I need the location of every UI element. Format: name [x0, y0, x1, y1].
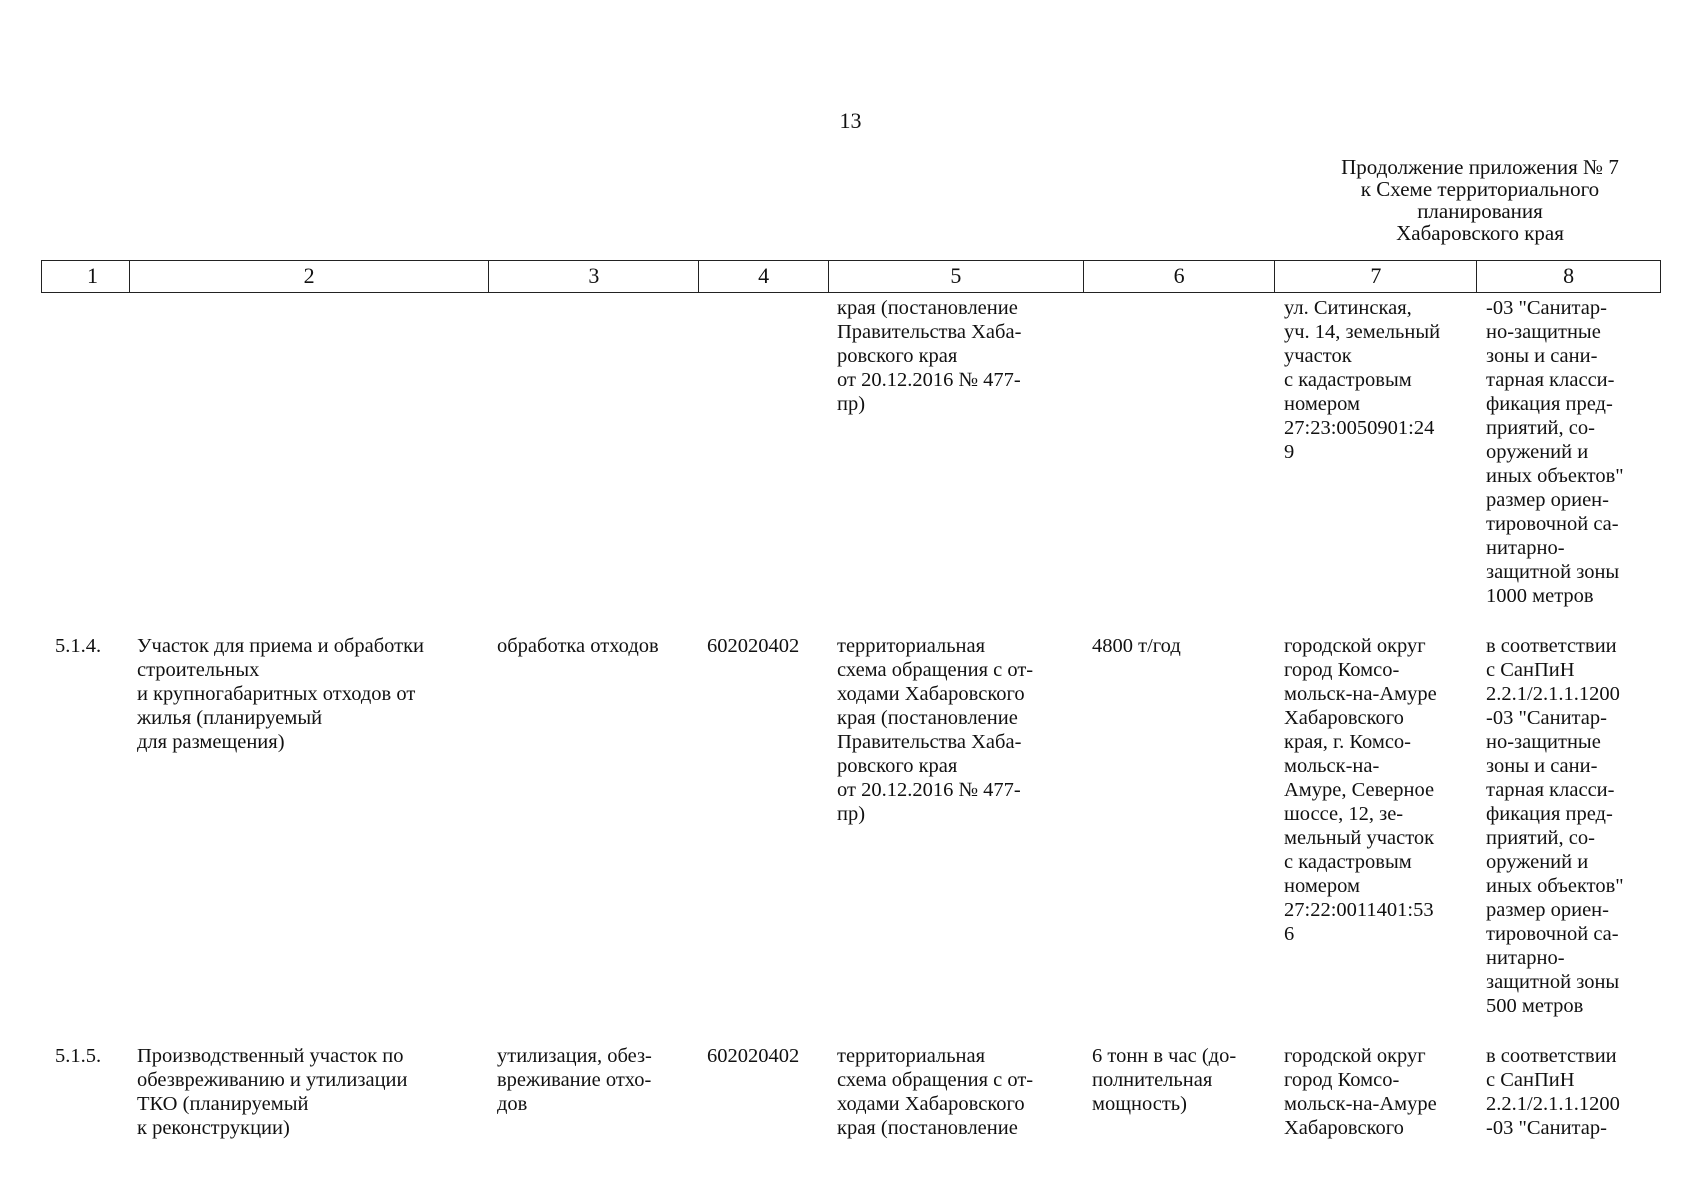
cell-text-line: 5.1.4.	[55, 635, 102, 657]
cell-text-line: 6	[1284, 923, 1295, 945]
cell-text-line: схема обращения с от-	[837, 1069, 1034, 1091]
cell-text-line: тарная класси-	[1486, 369, 1615, 391]
cell-text-line: фикация пред-	[1486, 393, 1613, 415]
cell-text-line: от 20.12.2016 № 477-	[837, 779, 1021, 801]
cell-text-line: с кадастровым	[1284, 369, 1412, 391]
column-header-5: 5	[829, 261, 1084, 292]
cell-text-line: 602020402	[707, 635, 800, 657]
object-name-cell	[129, 634, 489, 1018]
purpose-cell	[489, 1044, 699, 1140]
cell-text-line: Участок для приема и обработки	[137, 635, 425, 657]
cell-text-line: 500 метров	[1486, 995, 1584, 1017]
cell-text-line: размер ориен-	[1486, 489, 1609, 511]
cell-text-line: с кадастровым	[1284, 851, 1412, 873]
appendix-note-line: планирования	[1417, 199, 1543, 223]
cell-text-line: для размещения)	[137, 731, 285, 753]
page-number: 13	[839, 108, 862, 133]
cell-text-line: участок	[1284, 345, 1352, 367]
cell-text-line: ходами Хабаровского	[837, 683, 1025, 705]
row-number-cell	[41, 296, 129, 608]
cell-text-line: защитной зоны	[1486, 561, 1620, 583]
cell-text-line: шоссе, 12, зе-	[1284, 803, 1404, 825]
appendix-note	[1300, 156, 1660, 244]
column-header-3: 3	[489, 261, 699, 292]
zone-cell	[1478, 634, 1661, 1018]
cell-text-line: жилья (планируемый	[137, 707, 323, 729]
cell-text-line: обработка отходов	[497, 635, 659, 657]
cell-text-line: Амуре, Северное	[1284, 779, 1435, 801]
cell-text-line: тировочной са-	[1486, 513, 1619, 535]
cell-text-line: 5.1.5.	[55, 1045, 102, 1067]
table-row	[41, 1044, 1661, 1140]
capacity-cell	[1084, 1044, 1276, 1140]
code-cell	[699, 296, 829, 608]
location-cell	[1276, 1044, 1478, 1140]
cell-text-line: иных объектов"	[1486, 875, 1624, 897]
cell-text-line: оружений и	[1486, 441, 1589, 463]
appendix-note-line: к Схеме территориального	[1360, 177, 1600, 201]
cell-text-line: вреживание отхо-	[497, 1069, 652, 1091]
cell-text-line: иных объектов"	[1486, 465, 1624, 487]
cell-text-line: края (постановление	[837, 1117, 1018, 1139]
cell-text-line: полнительная	[1092, 1069, 1213, 1091]
cell-text-line: мощность)	[1092, 1093, 1187, 1115]
cell-text-line: ТКО (планируемый	[137, 1093, 309, 1115]
table-body	[41, 296, 1661, 1140]
row-number-cell	[41, 634, 129, 1018]
column-header-8: 8	[1563, 263, 1575, 288]
cell-text-line: приятий, со-	[1486, 827, 1595, 849]
column-header-2: 2	[130, 261, 490, 292]
location-cell	[1276, 634, 1478, 1018]
basis-cell	[829, 1044, 1084, 1140]
cell-text-line: в соответствии	[1486, 635, 1617, 657]
cell-text-line: номером	[1284, 393, 1360, 415]
cell-text-line: город Комсо-	[1284, 1069, 1400, 1091]
cell-text-line: -03 "Санитар-	[1486, 707, 1607, 729]
zone-cell	[1478, 296, 1661, 608]
cell-text-line: но-защитные	[1486, 731, 1601, 753]
cell-text-line: ровского края	[837, 345, 958, 367]
cell-text-line: мельный участок	[1284, 827, 1435, 849]
cell-text-line: с СанПиН	[1486, 1069, 1575, 1091]
appendix-note-line: Продолжение приложения № 7	[1341, 155, 1619, 179]
cell-text-line: ровского края	[837, 755, 958, 777]
cell-text-line: номером	[1284, 875, 1360, 897]
cell-text-line: территориальная	[837, 635, 986, 657]
cell-text-line: к реконструкции)	[137, 1117, 290, 1139]
column-header-7: 7	[1275, 261, 1477, 292]
cell-text-line: 6 тонн в час (до-	[1092, 1045, 1237, 1067]
cell-text-line: мольск-на-	[1284, 755, 1380, 777]
cell-text-line: пр)	[837, 803, 866, 825]
cell-text-line: Правительства Хаба-	[837, 731, 1022, 753]
purpose-cell	[489, 634, 699, 1018]
cell-text-line: края (постановление	[837, 297, 1018, 319]
cell-text-line: тарная класси-	[1486, 779, 1615, 801]
table-row	[41, 296, 1661, 608]
cell-text-line: Производственный участок по	[137, 1045, 404, 1067]
cell-text-line: ходами Хабаровского	[837, 1093, 1025, 1115]
cell-text-line: 27:23:0050901:24	[1284, 417, 1435, 439]
cell-text-line: ул. Ситинская,	[1284, 297, 1412, 319]
cell-text-line: нитарно-	[1486, 947, 1565, 969]
column-header-6: 6	[1084, 261, 1276, 292]
cell-text-line: защитной зоны	[1486, 971, 1620, 993]
cell-text-line: приятий, со-	[1486, 417, 1595, 439]
cell-text-line: строительных	[137, 659, 260, 681]
cell-text-line: 27:22:0011401:53	[1284, 899, 1434, 921]
table-row	[41, 634, 1661, 1018]
cell-text-line: обезвреживанию и утилизации	[137, 1069, 408, 1091]
code-cell	[699, 1044, 829, 1140]
cell-text-line: 1000 метров	[1486, 585, 1594, 607]
table-header-row	[41, 260, 1661, 293]
cell-text-line: схема обращения с от-	[837, 659, 1034, 681]
cell-text-line: оружений и	[1486, 851, 1589, 873]
cell-text-line: нитарно-	[1486, 537, 1565, 559]
cell-text-line: края (постановление	[837, 707, 1018, 729]
cell-text-line: 602020402	[707, 1045, 800, 1067]
cell-text-line: -03 "Санитар-	[1486, 297, 1607, 319]
column-header-4: 4	[699, 261, 829, 292]
zone-cell	[1478, 1044, 1661, 1140]
object-name-cell	[129, 1044, 489, 1140]
cell-text-line: зоны и сани-	[1486, 345, 1598, 367]
cell-text-line: но-защитные	[1486, 321, 1601, 343]
cell-text-line: от 20.12.2016 № 477-	[837, 369, 1021, 391]
cell-text-line: уч. 14, земельный	[1284, 321, 1441, 343]
code-cell	[699, 634, 829, 1018]
cell-text-line: пр)	[837, 393, 866, 415]
cell-text-line: Правительства Хаба-	[837, 321, 1022, 343]
column-header-1: 1	[42, 261, 130, 292]
cell-text-line: в соответствии	[1486, 1045, 1617, 1067]
cell-text-line: 9	[1284, 441, 1295, 463]
capacity-cell	[1084, 634, 1276, 1018]
cell-text-line: городской округ	[1284, 635, 1426, 657]
location-cell	[1276, 296, 1478, 608]
cell-text-line: 2.2.1/2.1.1.1200	[1486, 683, 1620, 705]
cell-text-line: мольск-на-Амуре	[1284, 683, 1437, 705]
cell-text-line: с СанПиН	[1486, 659, 1575, 681]
appendix-note-line: Хабаровского края	[1396, 221, 1564, 245]
cell-text-line: зоны и сани-	[1486, 755, 1598, 777]
cell-text-line: Хабаровского	[1284, 707, 1404, 729]
cell-text-line: размер ориен-	[1486, 899, 1609, 921]
cell-text-line: город Комсо-	[1284, 659, 1400, 681]
cell-text-line: и крупногабаритных отходов от	[137, 683, 416, 705]
basis-cell	[829, 296, 1084, 608]
cell-text-line: Хабаровского	[1284, 1117, 1404, 1139]
cell-text-line: дов	[497, 1093, 528, 1115]
cell-text-line: 2.2.1/2.1.1.1200	[1486, 1093, 1620, 1115]
cell-text-line: территориальная	[837, 1045, 986, 1067]
purpose-cell	[489, 296, 699, 608]
capacity-cell	[1084, 296, 1276, 608]
cell-text-line: утилизация, обез-	[497, 1045, 652, 1067]
cell-text-line: мольск-на-Амуре	[1284, 1093, 1437, 1115]
cell-text-line: края, г. Комсо-	[1284, 731, 1411, 753]
cell-text-line: городской округ	[1284, 1045, 1426, 1067]
cell-text-line: тировочной са-	[1486, 923, 1619, 945]
cell-text-line: 4800 т/год	[1092, 635, 1181, 657]
row-number-cell	[41, 1044, 129, 1140]
cell-text-line: фикация пред-	[1486, 803, 1613, 825]
basis-cell	[829, 634, 1084, 1018]
cell-text-line: -03 "Санитар-	[1486, 1117, 1607, 1139]
object-name-cell	[129, 296, 489, 608]
